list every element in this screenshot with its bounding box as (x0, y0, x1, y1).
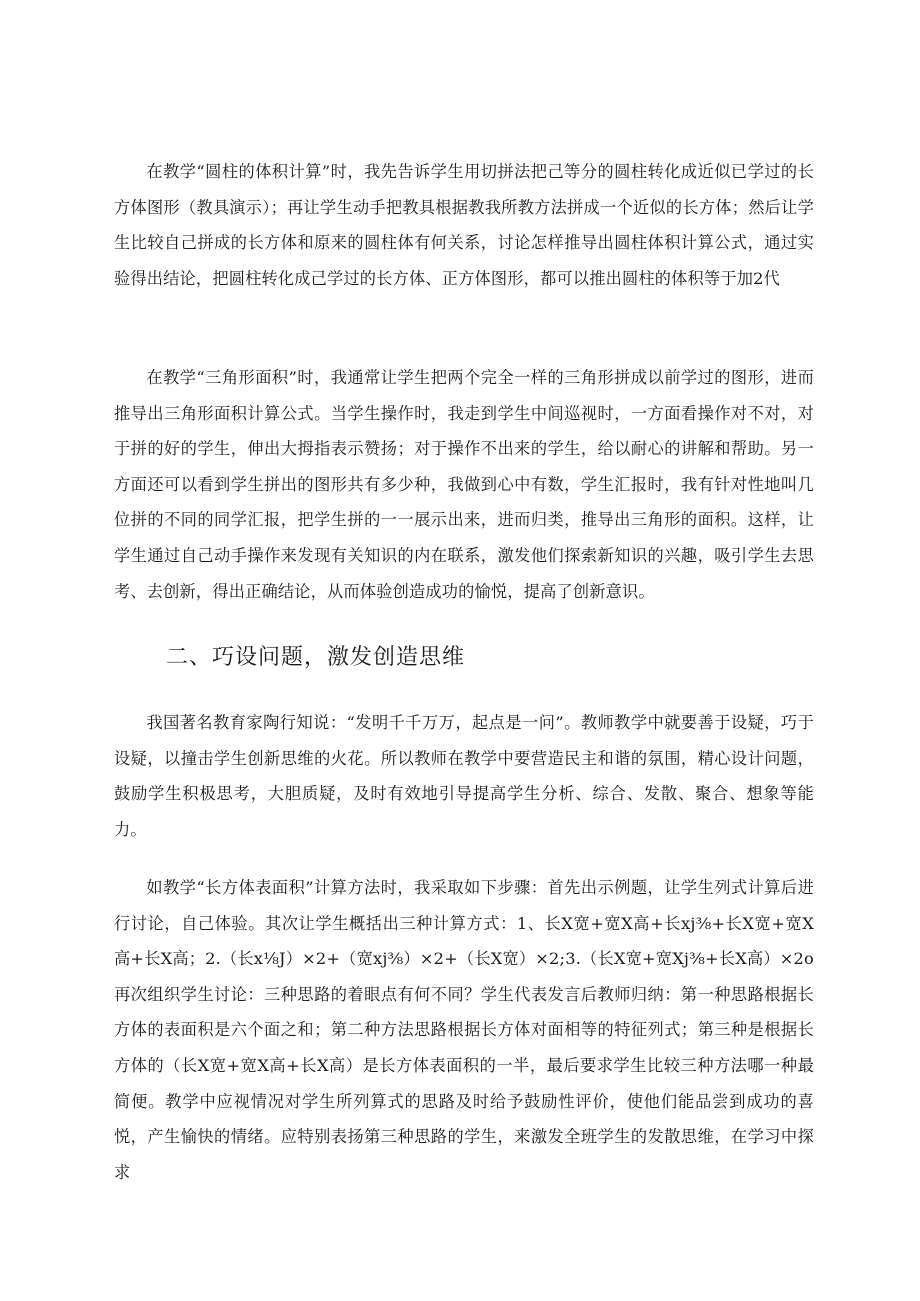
section-heading: 二、巧设问题，激发创造思维 (166, 645, 466, 670)
paragraph-cylinder-volume: 在教学“圆柱的体积计算”时，我先告诉学生用切拼法把己等分的圆柱转化成近似已学过的长方体图形（教具演示）；再让学生动手把教具根据教我所教方法拼成一个近似的长方体；然后让学生比较自己拼成的长方体和原来的圆柱体有何关系，讨论怎样推导出圆柱体积计算公式，通过实验得出结论，把圆柱转化成己学过的长方体、正方体图形，都可以推出圆柱的体积等于加2代 (114, 162, 814, 288)
paragraph-questioning: 我国著名教育家陶行知说：“发明千千万万，起点是一问”。教师教学中就要善于设疑，巧于设疑，以撞击学生创新思维的火花。所以教师在教学中要营造民主和谐的氛围，精心设计问题，鼓励学生积极思考，大胆质疑，及时有效地引导提高学生分析、综合、发散、聚合、想象等能力。 (114, 713, 814, 839)
paragraph-triangle-area: 在教学“三角形面积”时，我通常让学生把两个完全一样的三角形拼成以前学过的图形，进而推导出三角形面积计算公式。当学生操作时，我走到学生中间巡视时，一方面看操作对不对，对于拼的好的学生，伸出大拇指表示赞扬；对于操作不出来的学生，给以耐心的讲解和帮助。另一方面还可以看到学生拼出的图形共有多少种，我做到心中有数，学生汇报时，我有针对性地叫几位拼的不同的同学汇报，把学生拼的一一展示出来，进而归类，推导出三角形的面积。这样，让学生通过自己动手操作来发现有关知识的内在联系，激发他们探索新知识的兴趣，吸引学生去思考、去创新，得出正确结论，从而体验创造成功的愉悦，提高了创新意识。 (114, 368, 814, 601)
paragraph-cuboid-surface-area: 如教学“长方体表面积”计算方法时，我采取如下步骤：首先出示例题，让学生列式计算后进行讨论，自己体验。其次让学生概括出三种计算方式：1、长X宽+宽X高+长xj⅜+长X宽+宽X高+长X高；2.（长x⅛J）×2+（宽xj⅜）×2+（长X宽）×2;3.（长X宽+宽Xj⅜+长X高）×2o再次组织学生讨论：三种思路的着眼点有何不同？学生代表发言后教师归纳：第一种思路根据长方体的表面积是六个面之和；第二种方法思路根据长方体对面相等的特征列式；第三种是根据长方体的（长X宽+宽X高+长X高）是长方体表面积的一半，最后要求学生比较三种方法哪一种最简便。教学中应视情况对学生所列算式的思路及时给予鼓励性评价，使他们能品尝到成功的喜悦，产生愉快的情绪。应特别表扬第三种思路的学生，来激发全班学生的发散思维，在学习中探求 (114, 878, 814, 1182)
